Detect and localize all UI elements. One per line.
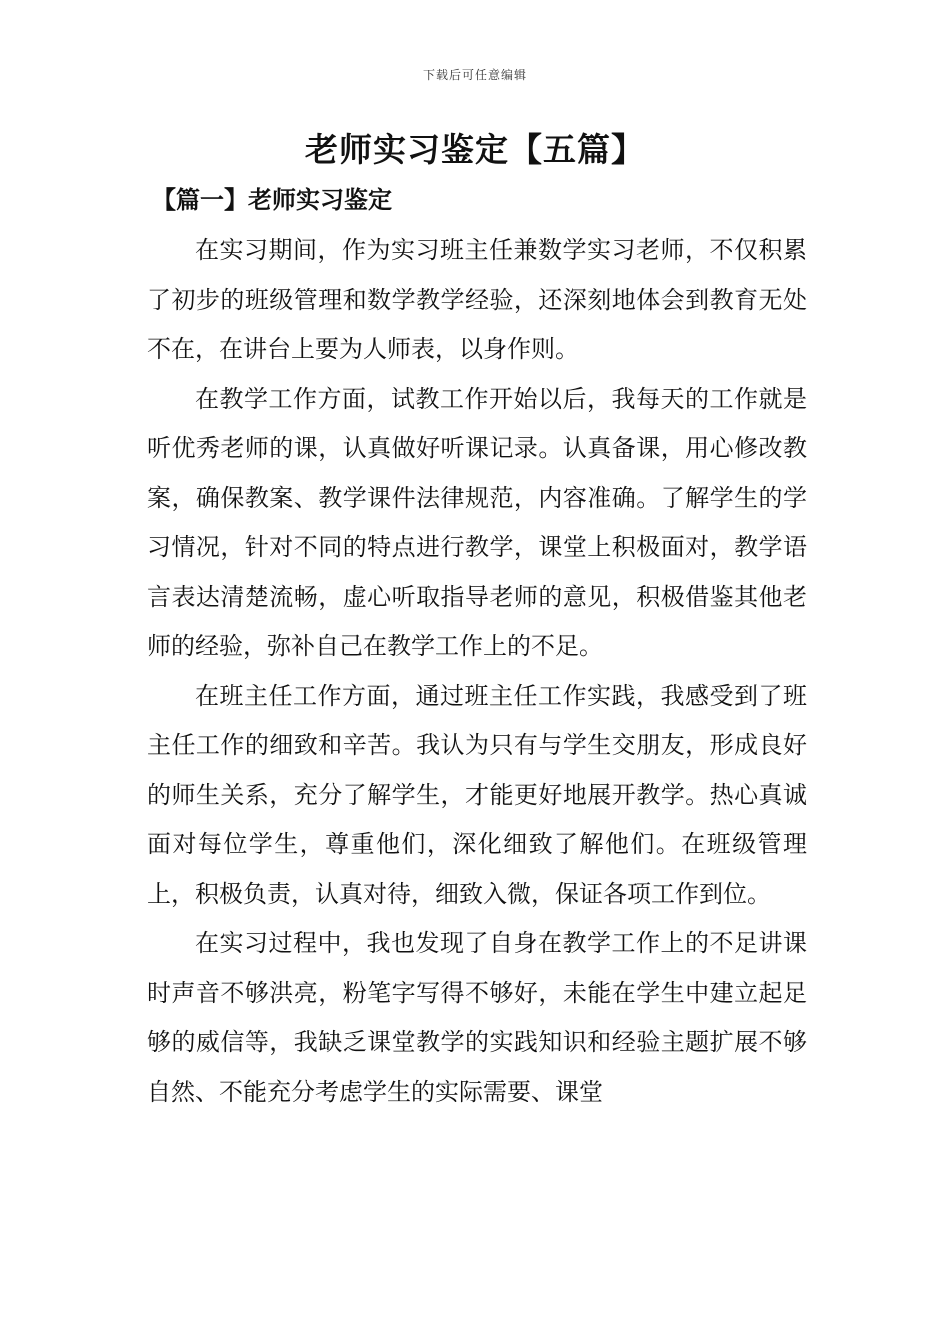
document-body (147, 226, 807, 1117)
paragraph: 在教学工作方面，试教工作开始以后，我每天的工作就是听优秀老师的课，认真做好听课记录。认真备课，用心修改教案，确保教案、教学课件法律规范，内容准确。了解学生的学习情况，针对不同的特点进行教学，课堂上积极面对，教学语言表达清楚流畅，虚心听取指导老师的意见，积极借鉴其他老师的经验，弥补自己在教学工作上的不足。 (147, 384, 807, 660)
paragraph: 在实习期间，作为实习班主任兼数学实习老师，不仅积累了初步的班级管理和数学教学经验，还深刻地体会到教育无处不在，在讲台上要为人师表，以身作则。 (147, 236, 807, 363)
header-note: 下载后可任意编辑 (422, 68, 527, 82)
paragraph: 在实习过程中，我也发现了自身在教学工作上的不足讲课时声音不够洪亮，粉笔字写得不够好，未能在学生中建立起足够的威信等，我缺乏课堂教学的实践知识和经验主题扩展不够自然、不能充分考虑学生的实际需要、课堂 (147, 929, 807, 1106)
section-heading: 【篇一】老师实习鉴定 (152, 185, 392, 214)
document-title: 老师实习鉴定【五篇】 (305, 130, 645, 169)
paragraph: 在班主任工作方面，通过班主任工作实践，我感受到了班主任工作的细致和辛苦。我认为只有与学生交朋友，形成良好的师生关系，充分了解学生，才能更好地展开教学。热心真诚面对每位学生，尊重他们，深化细致了解他们。在班级管理上，积极负责，认真对待，细致入微，保证各项工作到位。 (147, 681, 807, 908)
